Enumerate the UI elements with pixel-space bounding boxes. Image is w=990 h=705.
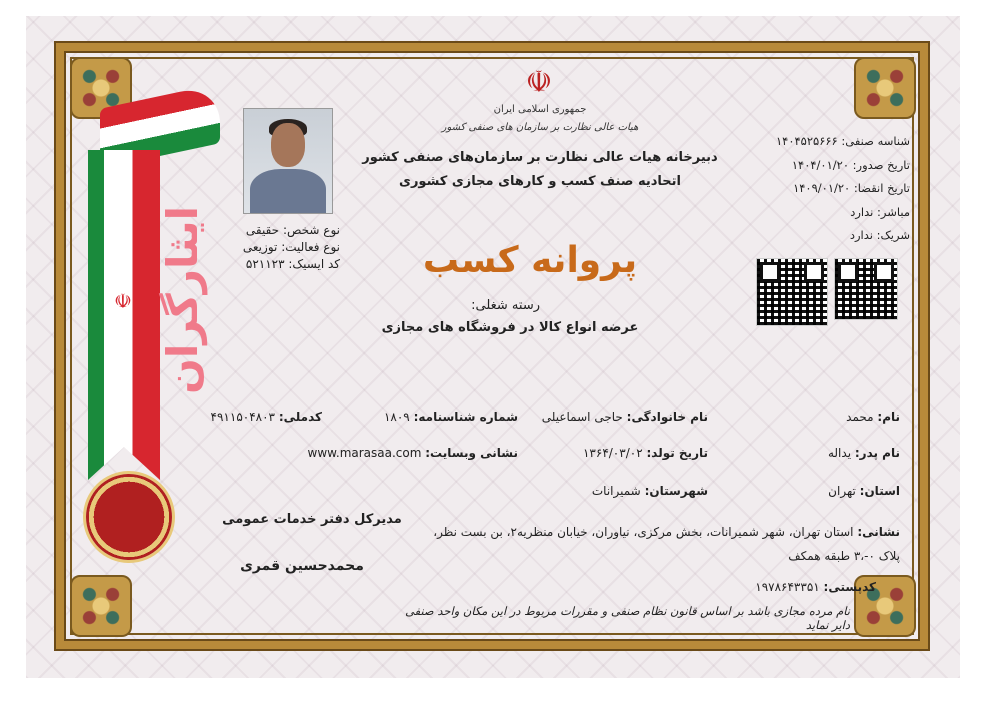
issue-date-row: تاریخ صدور: ۱۴۰۴/۰۱/۲۰ [791,157,910,172]
city-field: شهرستان: شمیرانات [591,484,708,498]
manager-row: مباشر: ندارد [850,204,910,219]
emblem-icon: ☫ [114,289,132,313]
emblem-icon: ☫ [525,65,553,100]
activity-type-row: نوع فعالیت: توزیعی [242,240,340,254]
partner-row: شریک: ندارد [849,228,910,242]
corner-ornament-top-right [854,57,916,119]
qr-code-icon [756,258,828,326]
photo-side-info [243,222,340,273]
birth-date-field: تاریخ تولد: ۱۳۶۴/۰۳/۰۲ [582,446,708,460]
expiry-date-row: تاریخ انقضا: ۱۴۰۹/۰۱/۲۰ [793,181,910,195]
national-code-field: کدملی: ۴۹۱۱۵۰۴۸۰۳ [210,410,322,424]
qr-code-icon [834,258,898,320]
license-info [776,130,910,248]
signer-name: محمدحسین قمری [240,558,364,574]
person-type-row: نوع شخص: حقیقی [245,223,340,237]
corner-ornament-bottom-left [70,575,132,637]
father-name-field: نام پدر: یداله [827,446,900,460]
province-field: استان: تهران [828,484,900,498]
page-title: پروانه کسب [422,240,638,281]
name-field: نام: محمد [846,410,900,424]
isic-code-row: کد ایسیک: ۵۲۱۱۲۳ [245,257,340,271]
secretariat-text: دبیرخانه هیات عالی نظارت بر سازمان‌های صنفی کشور [362,150,718,165]
id-number-field: شماره شناسنامه: ۱۸۰۹ [383,410,518,424]
board-text: هیات عالی نظارت بر سازمان های صنفی کشور [441,122,639,133]
website-link[interactable]: www.marasaa.com [307,446,422,460]
flag-ribbon [88,150,160,480]
applicant-photo [243,108,333,214]
footer-note: نام مرده مجازی باشد بر اساس قانون نظام صنفی و مقررات مربوط در این مکان واحد صنفی دایر نماید [405,604,850,632]
guild-value: عرضه انواع کالا در فروشگاه های مجازی [381,320,639,335]
signer-role: مدیرکل دفتر خدمات عمومی [222,512,402,527]
website-field: نشانی وبسایت: www.marasaa.com [307,446,518,460]
postal-code-field: کدپستی: ۱۹۷۸۶۴۳۳۵۱ [755,580,876,594]
ribbon-text: ایثارگران [158,205,207,395]
ministry-seal [86,474,172,560]
family-field: نام خانوادگی: حاجی اسماعیلی [541,410,708,424]
address-field: نشانی: استان تهران، شهر شمیرانات، بخش مرکزی، نیاوران، خیابان منظریه۲، بن بست نظر، پلاک ۰-،۳ طبقه همکف [433,525,900,563]
guild-label: رسته شغلی: [471,298,540,313]
guild-id-row: شناسه صنفی: ۱۴۰۴۵۲۵۶۶۶ [775,134,910,148]
republic-text: جمهوری اسلامی ایران [493,104,587,115]
union-text: اتحادیه صنف کسب و کارهای مجازی کشوری [399,174,681,189]
